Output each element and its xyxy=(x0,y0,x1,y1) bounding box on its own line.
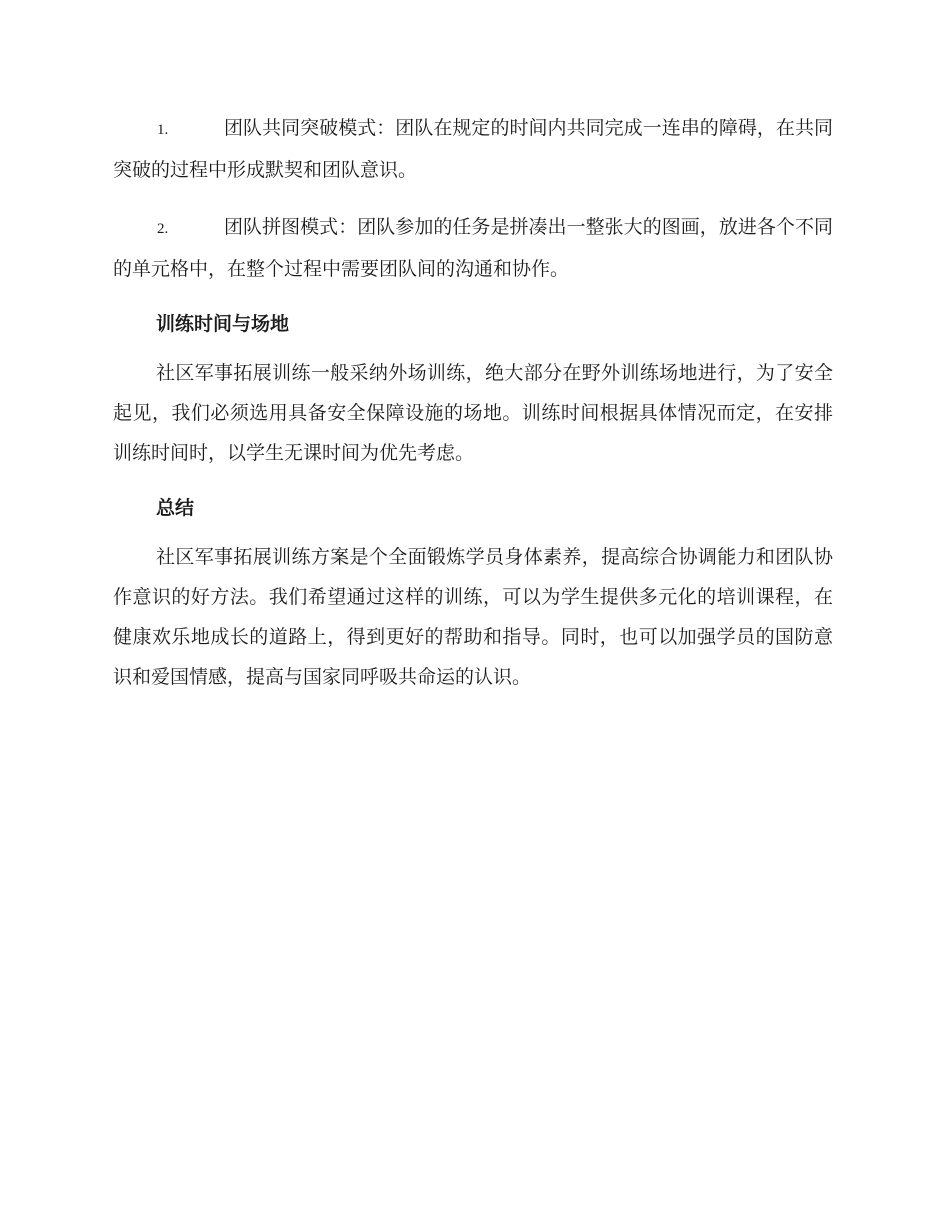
list-item-1 xyxy=(113,108,833,190)
list-number: 2. xyxy=(157,221,169,237)
paragraph-time-venue: 社区军事拓展训练一般采纳外场训练，绝大部分在野外训练场地进行，为了安全起见，我们必须选用具备安全保障设施的场地。训练时间根据具体情况而定，在安排训练时间时，以学生无课时间为优先考虑。 xyxy=(113,362,833,464)
list-item-2 xyxy=(113,207,833,289)
section-heading-time-venue: 训练时间与场地 xyxy=(156,313,290,335)
paragraph-summary: 社区军事拓展训练方案是个全面锻炼学员身体素养，提高综合协调能力和团队协作意识的好方法。我们希望通过这样的训练，可以为学生提供多元化的培训课程，在健康欢乐地成长的道路上，得到更好的帮助和指导。同时，也可以加强学员的国防意识和爱国情感，提高与国家同呼吸共命运的认识。 xyxy=(113,546,833,688)
section-heading-summary: 总结 xyxy=(156,497,195,519)
list-number: 1. xyxy=(157,122,169,138)
list-text: 团队拼图模式：团队参加的任务是拼凑出一整张大的图画，放进各个不同的单元格中，在整个过程中需要团队间的沟通和协作。 xyxy=(113,216,833,280)
document-page xyxy=(113,108,833,714)
list-text: 团队共同突破模式：团队在规定的时间内共同完成一连串的障碍，在共同突破的过程中形成默契和团队意识。 xyxy=(113,117,833,181)
